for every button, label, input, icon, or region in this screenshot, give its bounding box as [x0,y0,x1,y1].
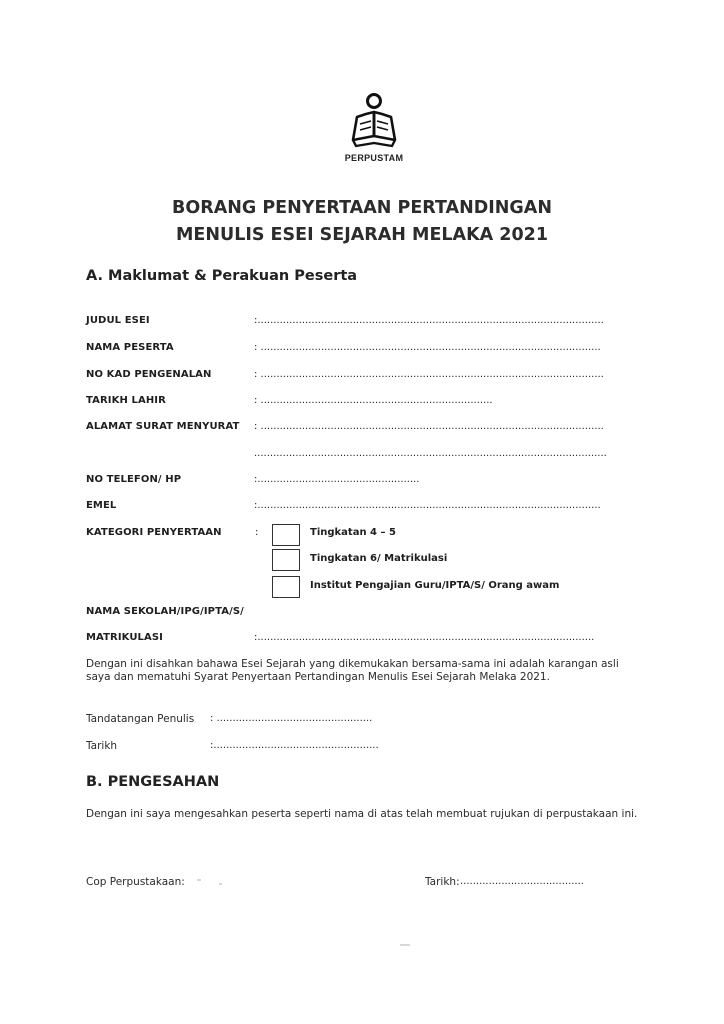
kategori-colon: : [255,527,259,538]
label-nama-sekolah: NAMA SEKOLAH/IPG/IPTA/S/ [86,606,244,617]
label-tarikh-lahir: TARIKH LAHIR [86,395,166,406]
pengesahan-text: Dengan ini saya mengesahkan peserta seperti nama di atas telah membuat rujukan di perpustakaan ini. [86,808,638,820]
label-no-kad-pengenalan: NO KAD PENGENALAN [86,369,212,380]
label-cop-perpustakaan: Cop Perpustakaan: [86,876,185,888]
label-no-telefon: NO TELEFON/ HP [86,474,182,485]
section-b-heading: B. PENGESAHAN [86,774,220,790]
logo-text: PERPUSTAM [344,153,404,163]
scan-speck [219,883,222,885]
field-tarikh-pengesahan[interactable]: ....................................... [460,876,584,887]
perpustam-logo [330,90,418,163]
option-tingkatan-6: Tingkatan 6/ Matrikulasi [310,553,448,564]
field-no-kad-pengenalan[interactable]: : ............................................................................................................ [254,369,604,380]
label-nama-peserta: NAMA PESERTA [86,342,174,353]
label-kategori-penyertaan: KATEGORI PENYERTAAN [86,527,222,538]
checkbox-tingkatan-6[interactable] [272,549,300,571]
field-judul-esei[interactable]: :............................................................................................................. [254,315,604,326]
field-alamat-line-1[interactable]: : ............................................................................................................ [254,421,604,432]
form-title-line-1: BORANG PENYERTAAN PERTANDINGAN [172,198,552,218]
label-alamat-surat-menyurat: ALAMAT SURAT MENYURAT [86,421,240,432]
checkbox-tingkatan-4-5[interactable] [272,524,300,546]
scan-speck [400,944,410,946]
scan-speck [197,879,201,881]
checkbox-ipg-ipta[interactable] [272,576,300,598]
form-title-line-2: MENULIS ESEI SEJARAH MELAKA 2021 [175,225,549,245]
field-nama-peserta[interactable]: : ........................................................................................................... [254,342,601,353]
field-no-telefon[interactable]: :................................................... [254,474,420,485]
section-a-heading: A. Maklumat & Perakuan Peserta [86,268,358,284]
field-tarikh-lahir[interactable]: : ......................................................................... [254,395,493,406]
label-tandatangan-penulis: Tandatangan Penulis [86,713,195,725]
label-emel: EMEL [86,500,117,511]
label-tarikh: Tarikh [86,740,118,752]
declaration-text: Dengan ini disahkan bahawa Esei Sejarah yang dikemukakan bersama-sama ini adalah karangan asli saya dan mematuhi Syarat Penyertaan Pertandingan Menulis Esei Sejarah Melaka 2021. [86,658,619,683]
field-nama-sekolah[interactable]: :.......................................................................................................... [254,632,595,643]
field-tandatangan-penulis[interactable]: : ................................................. [210,713,373,724]
option-tingkatan-4-5: Tingkatan 4 – 5 [310,527,396,538]
field-tarikh[interactable]: :.................................................... [210,740,379,751]
field-alamat-line-2[interactable]: ............................................................................................................... [254,448,607,459]
field-emel[interactable]: :............................................................................................................ [254,500,601,511]
label-matrikulasi: MATRIKULASI [86,632,163,643]
option-ipg-ipta: Institut Pengajian Guru/IPTA/S/ Orang awam [310,580,560,591]
label-judul-esei: JUDUL ESEI [86,315,150,326]
label-tarikh-pengesahan: Tarikh: [425,876,460,888]
reader-book-icon [344,90,404,152]
